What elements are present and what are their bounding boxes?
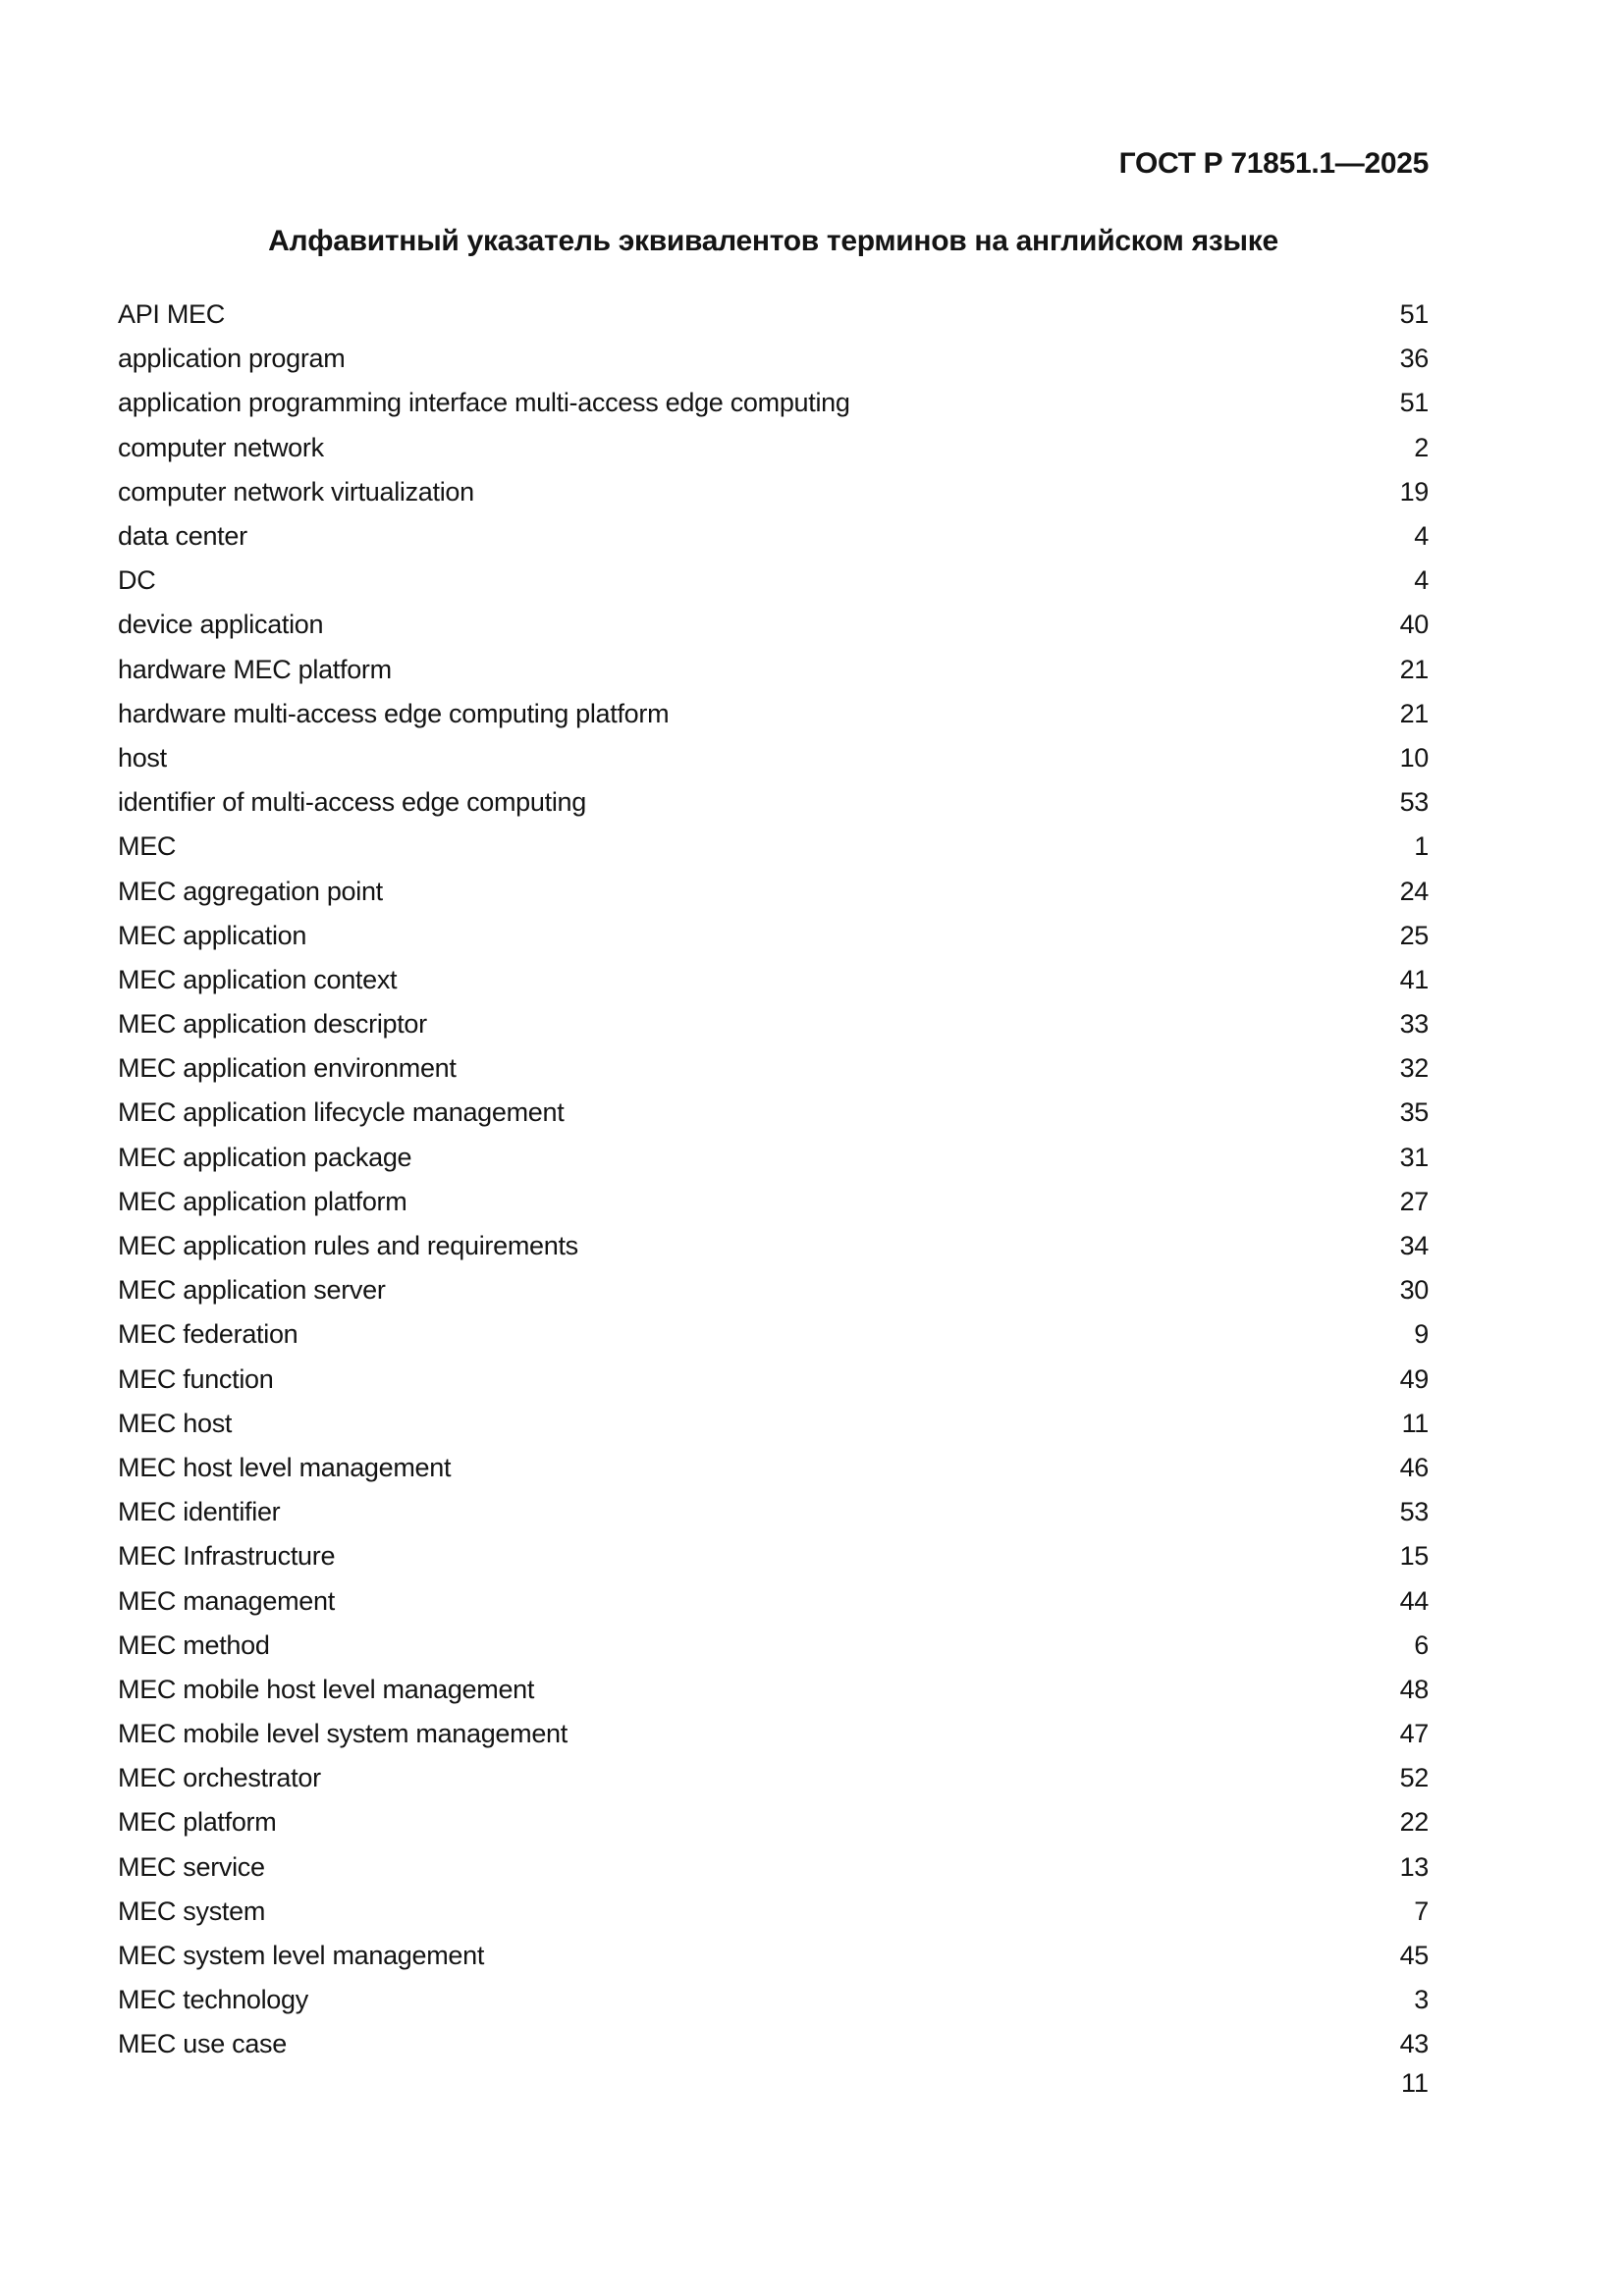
index-row [118,470,1429,514]
index-row [118,825,1429,869]
index-page-number: 52 [1399,1763,1429,1793]
index-page-number: 51 [1399,388,1429,418]
index-term: identifier of multi-access edge computing [118,787,586,818]
index-page-number: 25 [1399,920,1429,950]
index-row [118,2022,1429,2066]
index-term: MEC host level management [118,1452,452,1482]
index-term: MEC application rules and requirements [118,1231,578,1261]
index-page-number: 35 [1399,1097,1429,1128]
index-term: MEC application platform [118,1186,407,1216]
index-row [118,1578,1429,1623]
index-page-number: 45 [1399,1941,1429,1971]
index-page-number: 53 [1399,787,1429,818]
index-term: MEC function [118,1363,274,1394]
index-row [118,1046,1429,1091]
index-term: hardware multi-access edge computing platform [118,698,670,728]
index-row [118,1224,1429,1268]
index-page-number: 31 [1399,1142,1429,1172]
index-page-number: 47 [1399,1719,1429,1749]
index-term: MEC mobile host level management [118,1674,535,1704]
index-row [118,869,1429,913]
index-page-number: 7 [1414,1896,1429,1926]
index-page-number: 34 [1399,1231,1429,1261]
index-term: application program [118,344,346,374]
index-row [118,1800,1429,1844]
index-term: MEC technology [118,1985,308,2015]
index-term: MEC application lifecycle management [118,1097,565,1128]
index-term: MEC identifier [118,1497,281,1527]
index-row [118,1756,1429,1800]
index-page-number: 11 [1401,1408,1429,1438]
index-page-number: 21 [1399,698,1429,728]
index-term: MEC application descriptor [118,1009,427,1040]
index-page-number: 36 [1399,344,1429,374]
index-row [118,914,1429,958]
index-page-number: 46 [1399,1452,1429,1482]
index-term: MEC management [118,1585,335,1616]
index-page-number: 6 [1414,1629,1429,1660]
index-row [118,337,1429,381]
index-row [118,1002,1429,1046]
index-page-number: 13 [1399,1851,1429,1882]
index-term: MEC application package [118,1142,412,1172]
index-term: MEC application environment [118,1053,457,1084]
index-term: computer network [118,432,324,462]
index-term: MEC application [118,920,307,950]
index-term: MEC mobile level system management [118,1719,568,1749]
index-row [118,780,1429,825]
index-page-number: 4 [1414,521,1429,552]
index-term: MEC aggregation point [118,876,383,906]
index-page-number: 53 [1399,1497,1429,1527]
doc-standard-code: ГОСТ Р 71851.1—2025 [1118,147,1429,180]
index-term: MEC federation [118,1319,298,1350]
index-term: MEC system level management [118,1941,485,1971]
index-row [118,1312,1429,1357]
index-term: host [118,742,167,773]
index-row [118,1268,1429,1312]
index-page-number: 9 [1414,1319,1429,1350]
index-page-number: 4 [1414,565,1429,596]
index-term: MEC application context [118,964,398,994]
index-row [118,559,1429,603]
index-row [118,692,1429,736]
index-row [118,1978,1429,2022]
index-row [118,1534,1429,1578]
index-term: MEC host [118,1408,233,1438]
index-page-number: 44 [1399,1585,1429,1616]
index-term: MEC application server [118,1275,386,1306]
index-page-number: 33 [1399,1009,1429,1040]
index-row [118,1934,1429,1978]
page-number: 11 [1400,2068,1429,2098]
index-page-number: 40 [1399,610,1429,640]
page-title: Алфавитный указатель эквивалентов терминов на английском языке [268,225,1278,257]
index-page-number: 22 [1399,1807,1429,1838]
index-term: device application [118,610,324,640]
index-term: API MEC [118,299,225,330]
index-page-number: 10 [1399,742,1429,773]
index-term: MEC service [118,1851,265,1882]
index-page-number: 2 [1414,432,1429,462]
index-term: data center [118,521,247,552]
index-term: DC [118,565,156,596]
index-term: application programming interface multi-access edge computing [118,388,850,418]
index-term: MEC platform [118,1807,277,1838]
index-row [118,1180,1429,1224]
index-page-number: 49 [1399,1363,1429,1394]
alphabetical-index-list [118,293,1429,2067]
index-row [118,293,1429,337]
index-page-number: 41 [1399,964,1429,994]
index-row [118,1358,1429,1402]
index-row [118,426,1429,470]
index-page-number: 30 [1399,1275,1429,1306]
index-row [118,736,1429,780]
index-term: MEC orchestrator [118,1763,321,1793]
index-term: MEC method [118,1629,270,1660]
index-row [118,1402,1429,1446]
index-row [118,958,1429,1002]
index-page-number: 21 [1399,654,1429,684]
index-row [118,1890,1429,1934]
index-page-number: 43 [1399,2029,1429,2059]
index-page-number: 48 [1399,1674,1429,1704]
index-page-number: 51 [1399,299,1429,330]
index-page-number: 24 [1399,876,1429,906]
index-row [118,381,1429,425]
index-row [118,1136,1429,1180]
index-term: MEC system [118,1896,266,1926]
index-row [118,603,1429,647]
index-term: computer network virtualization [118,476,474,507]
index-row [118,1845,1429,1890]
index-row [118,1091,1429,1135]
index-page-number: 1 [1414,831,1429,862]
index-page-number: 15 [1399,1541,1429,1572]
index-row [118,648,1429,692]
index-term: MEC Infrastructure [118,1541,336,1572]
index-term: hardware MEC platform [118,654,392,684]
index-page-number: 19 [1399,476,1429,507]
index-row [118,1624,1429,1668]
index-page-number: 3 [1414,1985,1429,2015]
index-term: MEC [118,831,177,862]
index-term: MEC use case [118,2029,287,2059]
index-row [118,514,1429,559]
index-row [118,1490,1429,1534]
index-row [118,1446,1429,1490]
index-row [118,1668,1429,1712]
index-page-number: 32 [1399,1053,1429,1084]
index-row [118,1712,1429,1756]
index-page-number: 27 [1399,1186,1429,1216]
